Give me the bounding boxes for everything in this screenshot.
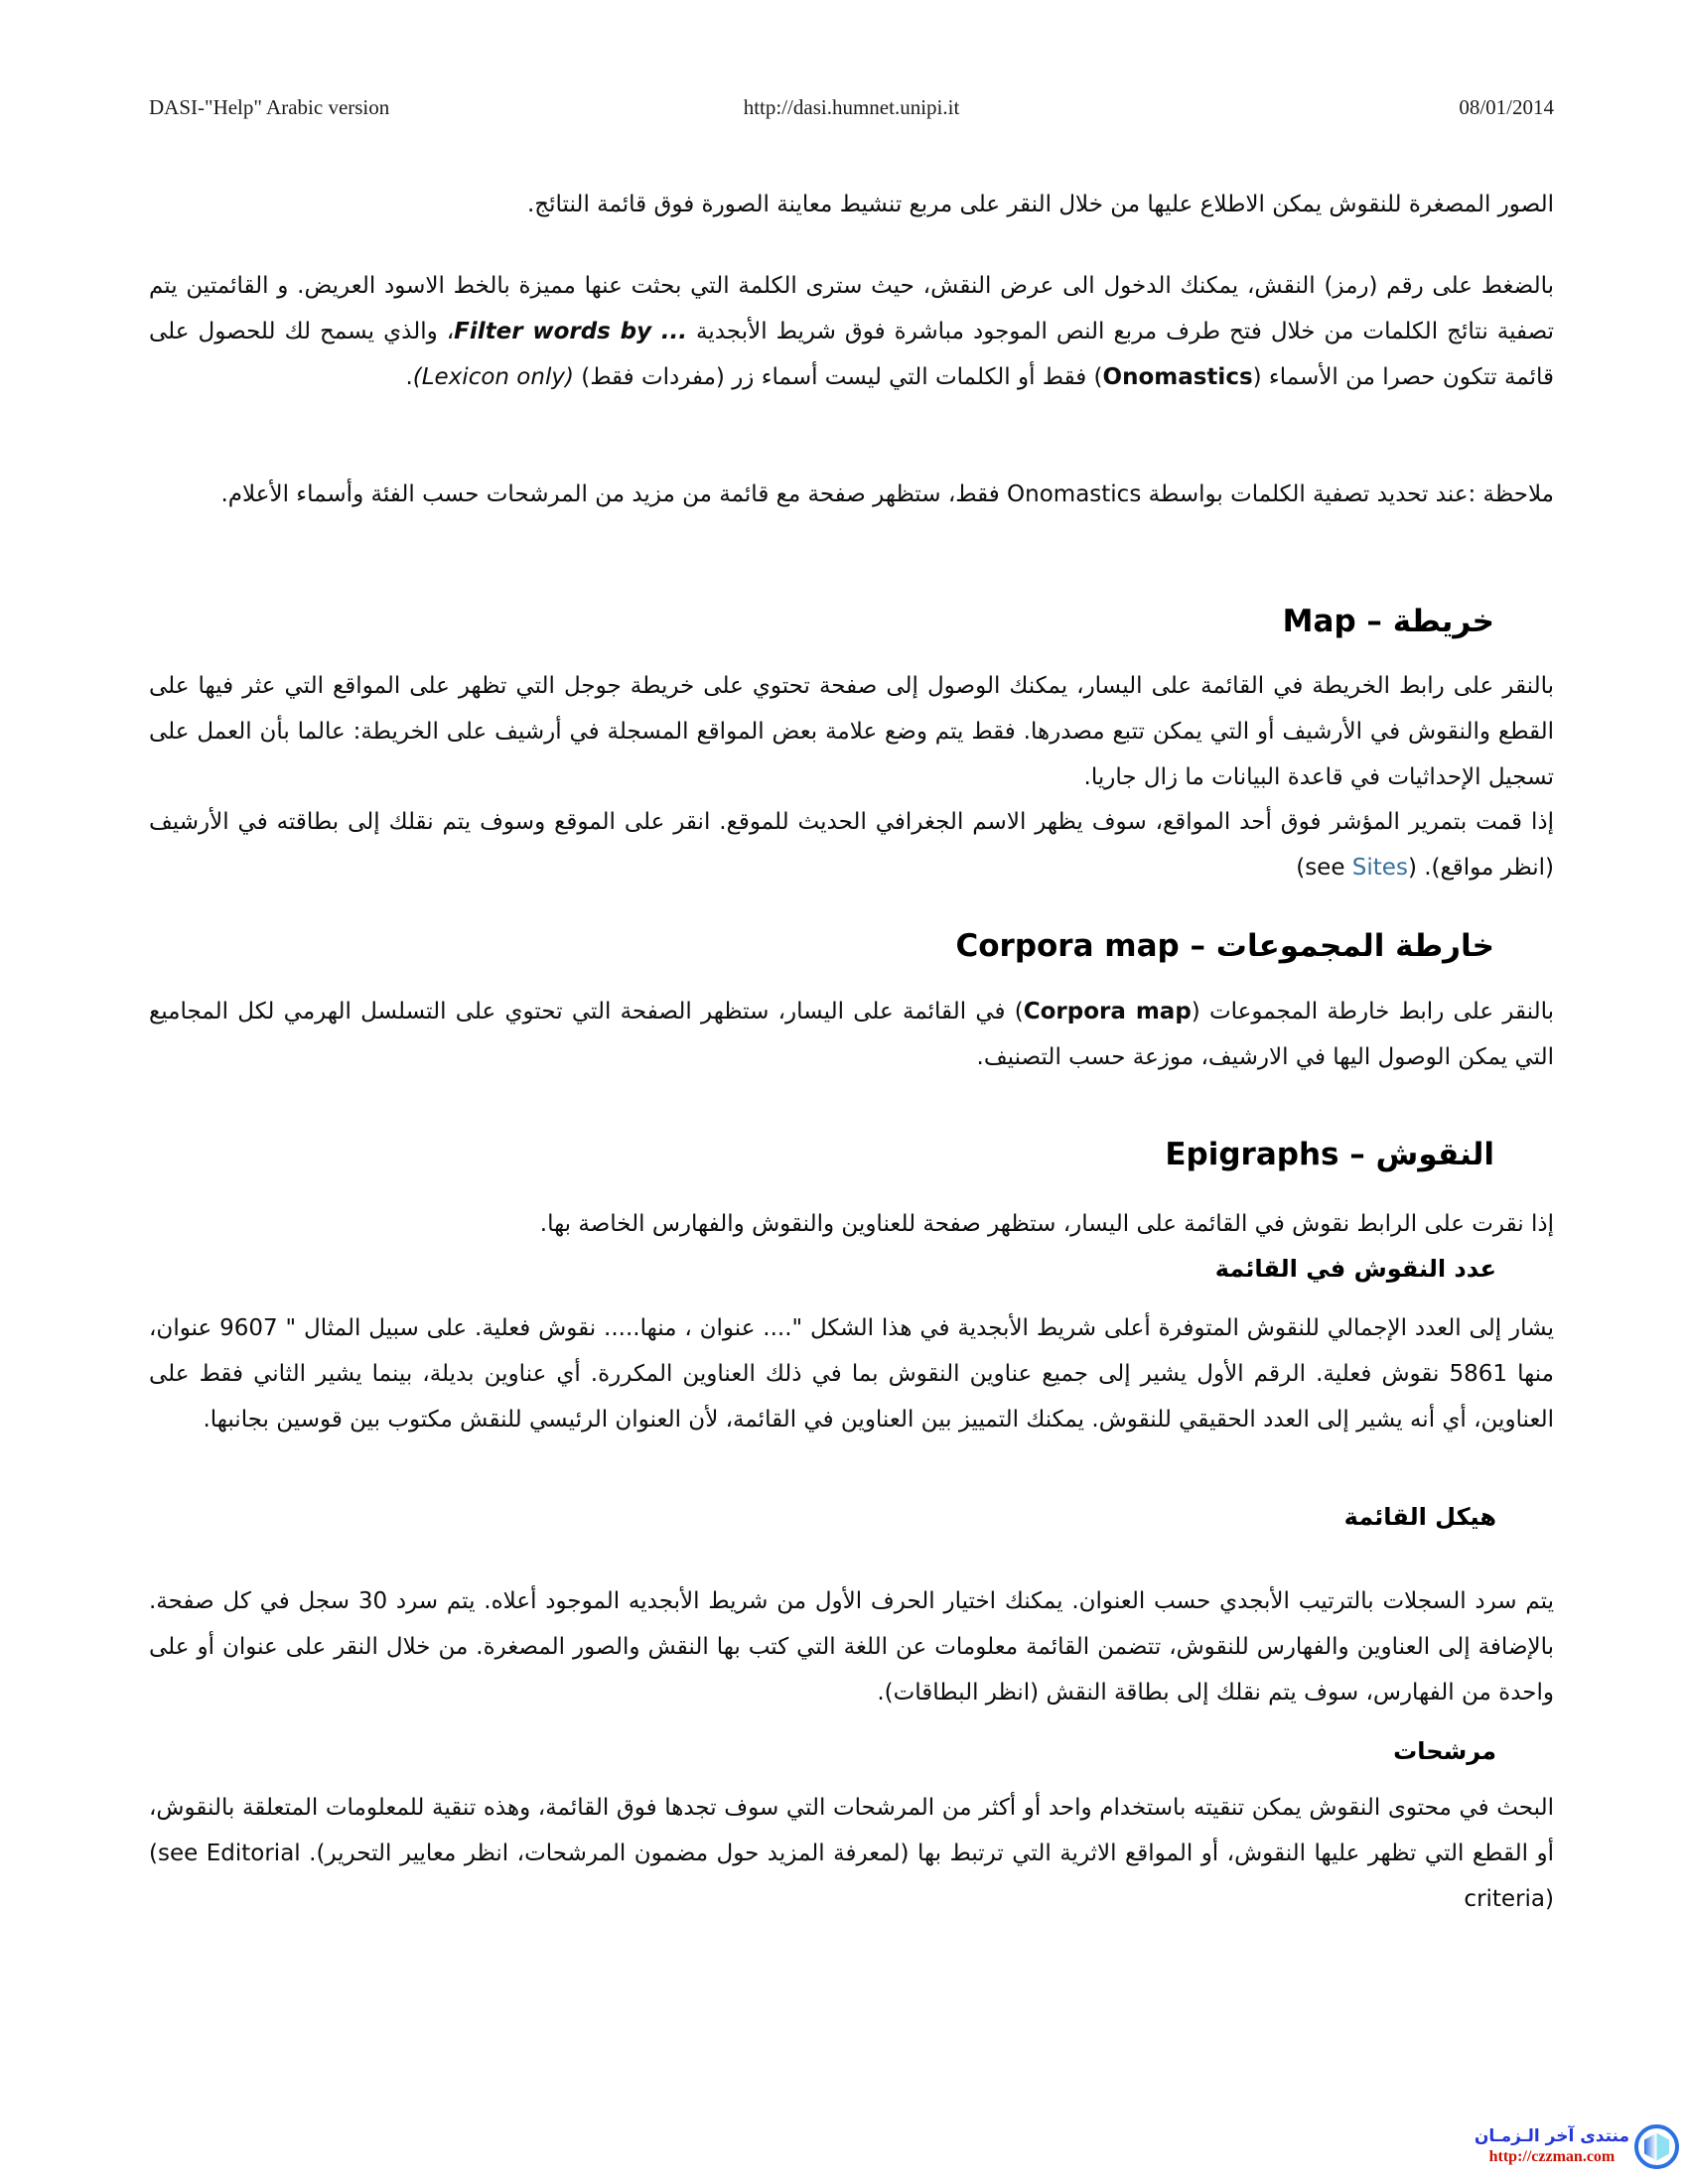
watermark-title: منتدى آخر الـزمـان bbox=[1474, 2126, 1629, 2147]
header-date: 08/01/2014 bbox=[1459, 95, 1555, 119]
paragraph-onomastics-note bbox=[149, 472, 1554, 517]
text-run: بالنقر على رابط الخريطة في القائمة على اليسار، يمكنك الوصول إلى صفحة تحتوي على خريطة جوجل التي تظهر على المواقع التي عثر فيها على القطع والنقوش في الأرشيف أو التي يمكن تتبع مصدرها. فقط يتم وضع علامة بعض المواقع المسجلة في أرشيف على الخريطة: عالما بأن العمل على تسجيل الإحداثيات في قاعدة البيانات ما زال جاريا. bbox=[149, 673, 1554, 790]
header-doc-title: DASI-"Help" Arabic version bbox=[149, 95, 390, 119]
paragraph-map-overview bbox=[149, 663, 1554, 800]
subheading-list-structure: هيكل القائمة bbox=[1343, 1503, 1496, 1531]
paragraph-word-filtering bbox=[149, 263, 1554, 400]
header-url: http://dasi.humnet.unipi.it bbox=[743, 95, 960, 119]
text-run: ) في القائمة على اليسار، ستظهر الصفحة التي تحتوي على التسلسل الهرمي لكل المجاميع التي يمكن الوصول اليها في الارشيف، موزعة حسب التصنيف. bbox=[149, 999, 1554, 1070]
watermark-text bbox=[1475, 2125, 1629, 2168]
text-run: يتم سرد السجلات بالترتيب الأبجدي حسب العنوان. يمكنك اختيار الحرف الأول من شريط الأبجديه الموجود أعلاه. يتم سرد 30 سجل في كل صفحة. بالإضافة إلى العناوين والفهارس للنقوش، تتضمن القائمة معلومات عن اللغة التي كتب بها النقش والصور المصغرة. من خلال النقر على عنوان أو على واحدة من الفهارس، سوف يتم نقلك إلى بطاقة النقش (انظر البطاقات). bbox=[149, 1588, 1554, 1706]
see-editorial-criteria-reference: (see Editorial criteria) bbox=[149, 1841, 1554, 1912]
heading-epigraphs: النقوش – Epigraphs bbox=[1165, 1137, 1494, 1172]
watermark-url-link[interactable]: http://czzman.com bbox=[1488, 2148, 1616, 2166]
watermark bbox=[1475, 2124, 1679, 2169]
filter-words-by-label: Filter words by ... bbox=[454, 319, 688, 344]
text-run: . bbox=[405, 364, 413, 390]
paragraph-corpora-map bbox=[149, 989, 1554, 1080]
text-run: إذا نقرت على الرابط نقوش في القائمة على اليسار، ستظهر صفحة للعناوين والنقوش والفهارس الخاصة بها. bbox=[539, 1211, 1554, 1237]
text-run: فقط، ستظهر صفحة مع قائمة من مزيد من المرشحات حسب الفئة وأسماء الأعلام. bbox=[220, 481, 1008, 507]
text-run: بالضغط على رقم (رمز) النقش، يمكنك الدخول الى عرض النقش، حيث سترى الكلمة التي بحثت عنها مميزة بالخط الاسود العريض. و القائمتين يتم تصفية نتائج الكلمات من خلال فتح طرف مربع النص الموجود مباشرة فوق شريط الأبجدية bbox=[149, 273, 1555, 344]
heading-corpora-map: خارطة المجموعات – Corpora map bbox=[955, 928, 1494, 964]
text-run: البحث في محتوى النقوش يمكن تنقيته باستخدام واحد أو أكثر من المرشحات التي سوف تجدها فوق القائمة، وهذه تنقية للمعلومات المتعلقة بالنقوش، أو القطع التي تظهر عليها النقوش، أو المواقع الاثرية التي ترتبط بها (لمعرفة المزيد حول مضمون المرشحات، انظر معايير التحرير). bbox=[149, 1795, 1554, 1866]
paragraph-epigraph-count bbox=[149, 1305, 1554, 1442]
page-header bbox=[149, 95, 1554, 120]
sites-link[interactable]: Sites bbox=[1351, 855, 1408, 881]
corpora-map-label: Corpora map bbox=[1023, 999, 1192, 1024]
lexicon-only-label: (Lexicon only) bbox=[412, 364, 574, 390]
text-run: ملاحظة :عند تحديد تصفية الكلمات بواسطة bbox=[1141, 481, 1554, 507]
heading-map: خريطة – Map bbox=[1282, 604, 1494, 639]
subheading-filters: مرشحات bbox=[1393, 1737, 1496, 1765]
text-run: إذا قمت بتمرير المؤشر فوق أحد المواقع، سوف يظهر الاسم الجغرافي الحديث للموقع. انقر على الموقع وسوف يتم نقلك إلى بطاقته في الأرشيف (انظر مواقع). bbox=[149, 809, 1554, 881]
subheading-epigraph-count: عدد النقوش في القائمة bbox=[1214, 1255, 1496, 1283]
see-sites-reference bbox=[1296, 855, 1417, 881]
onomastics-label: Onomastics bbox=[1007, 481, 1142, 507]
paragraph-epigraphs-intro bbox=[149, 1201, 1554, 1247]
paragraph-thumbnail-preview bbox=[149, 182, 1554, 227]
text-run: يشار إلى العدد الإجمالي للنقوش المتوفرة أعلى شريط الأبجدية في هذا الشكل ".... عنوان ، منها..... نقوش فعلية. على سبيل المثال " 9607 عنوان، منها 5861 نقوش فعلية. الرقم الأول يشير إلى جميع عناوين النقوش بما في ذلك العناوين المكررة. أي عناوين بديلة، بينما يشير الثاني فقط على العناوين، أي أنه يشير إلى العدد الحقيقي للنقوش. يمكنك التمييز بين العناوين في القائمة، لأن العنوان الرئيسي للنقش مكتوب بين قوسين بجانبها. bbox=[149, 1315, 1555, 1433]
paragraph-list-structure bbox=[149, 1578, 1554, 1715]
onomastics-label: Onomastics bbox=[1102, 364, 1253, 390]
text-run: (see bbox=[1296, 855, 1352, 881]
text-run: الصور المصغرة للنقوش يمكن الاطلاع عليها من خلال النقر على مربع تنشيط معاينة الصورة فوق قائمة النتائج. bbox=[526, 192, 1554, 217]
paragraph-filters bbox=[149, 1785, 1554, 1922]
forum-logo-icon bbox=[1634, 2124, 1679, 2169]
hexagon-logo-icon bbox=[1644, 2133, 1669, 2161]
text-run: ، والذي يسمح لك للحصول على قائمة تتكون حصرا من الأسماء ( bbox=[149, 319, 1554, 390]
text-run: ) فقط أو الكلمات التي ليست أسماء زر (مفردات فقط) bbox=[573, 364, 1103, 390]
paragraph-map-hover bbox=[149, 799, 1554, 890]
text-run: بالنقر على رابط خارطة المجموعات ( bbox=[1191, 999, 1554, 1024]
text-run: ) bbox=[1407, 855, 1417, 881]
